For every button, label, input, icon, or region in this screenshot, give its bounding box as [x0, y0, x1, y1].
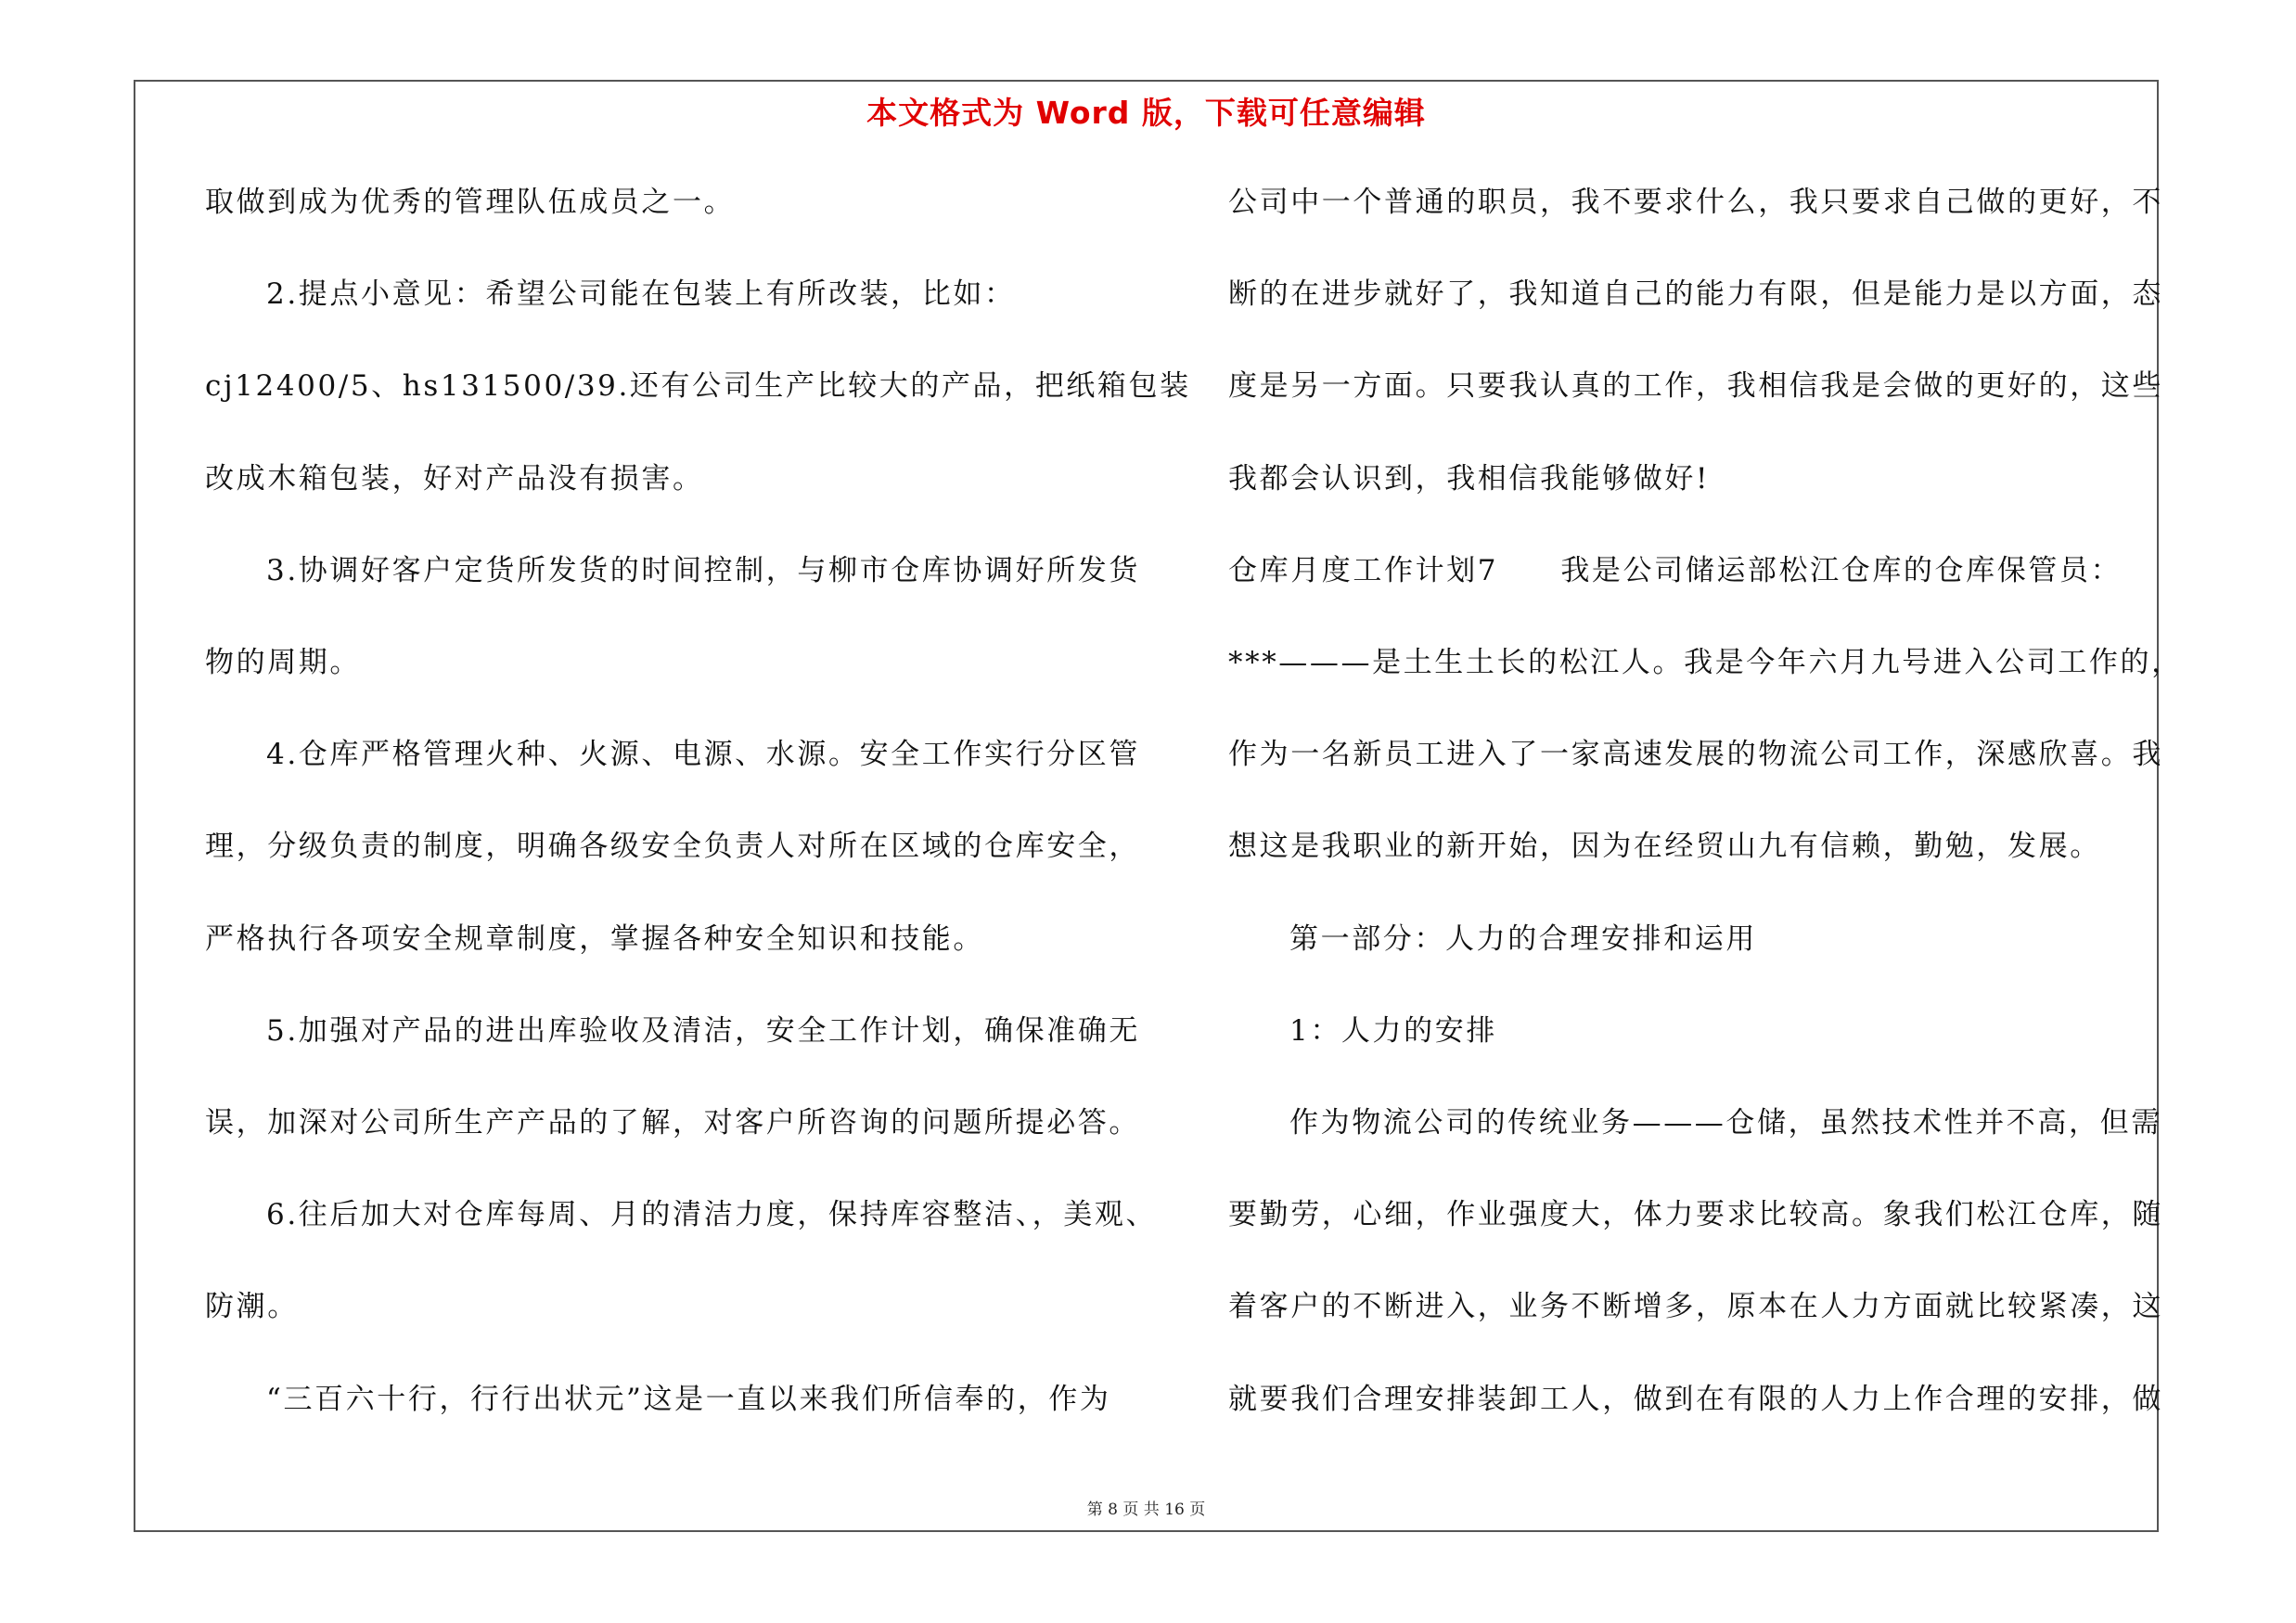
text-line: 作为物流公司的传统业务———仓储，虽然技术性并不高，但需	[1289, 1106, 2162, 1140]
text-line: 1：人力的安排	[1289, 1013, 1497, 1048]
text-line: 物的周期。	[205, 646, 361, 679]
text-line: 公司中一个普通的职员，我不要求什么，我只要求自己做的更好，不	[1228, 186, 2163, 219]
text-line: 断的在进步就好了，我知道自己的能力有限，但是能力是以方面，态	[1228, 277, 2163, 312]
document-page	[134, 80, 2183, 1532]
text-line: “三百六十行，行行出状元”这是一直以来我们所信奉的，作为	[266, 1382, 1111, 1416]
text-line: 我都会认识到，我相信我能够做好!	[1228, 461, 1711, 496]
text-line: 取做到成为优秀的管理队伍成员之一。	[205, 186, 736, 219]
text-line: 3.协调好客户定货所发货的时间控制，与柳市仓库协调好所发货	[266, 553, 1140, 587]
text-line: cj12400/5、hs131500/39.还有公司生产比较大的产品，把纸箱包装	[205, 369, 1191, 404]
text-line: 6.往后加大对仓库每周、月的清洁力度，保持库容整洁、，美观、	[266, 1198, 1158, 1232]
text-line: 严格执行各项安全规章制度，掌握各种安全知识和技能。	[205, 921, 984, 956]
text-line: 着客户的不断进入，业务不断增多，原本在人力方面就比较紧凑，这	[1228, 1290, 2163, 1324]
text-line: ***———是土生土长的松江人。我是今年六月九号进入公司工作的，	[1228, 646, 2183, 679]
text-line: 想这是我职业的新开始，因为在经贸山九有信赖，勤勉，发展。	[1228, 830, 2101, 864]
text-line: 5.加强对产品的进出库验收及清洁，安全工作计划，确保准确无	[266, 1013, 1140, 1048]
text-line: 仓库月度工作计划7 我是公司储运部松江仓库的仓库保管员：	[1228, 553, 2123, 587]
text-line: 理，分级负责的制度，明确各级安全负责人对所在区域的仓库安全，	[205, 830, 1140, 864]
text-line: 4.仓库严格管理火种、火源、电源、水源。安全工作实行分区管	[266, 738, 1140, 772]
text-line: 2.提点小意见：希望公司能在包装上有所改装，比如：	[266, 277, 1016, 312]
text-line: 就要我们合理安排装卸工人，做到在有限的人力上作合理的安排，做	[1228, 1382, 2163, 1416]
text-line: 第一部分：人力的合理安排和运用	[1289, 921, 1757, 956]
text-line: 度是另一方面。只要我认真的工作，我相信我是会做的更好的，这些	[1228, 369, 2163, 404]
text-line: 误，加深对公司所生产产品的了解，对客户所咨询的问题所提必答。	[205, 1106, 1140, 1140]
page-header-title: 本文格式为 Word 版，下载可任意编辑	[866, 95, 1426, 131]
text-line: 防潮。	[205, 1290, 299, 1324]
text-line: 改成木箱包装，好对产品没有损害。	[205, 461, 704, 496]
text-line: 作为一名新员工进入了一家高速发展的物流公司工作，深感欣喜。我	[1228, 738, 2163, 772]
text-line: 要勤劳，心细，作业强度大，体力要求比较高。象我们松江仓库，随	[1228, 1198, 2163, 1232]
page-number-footer: 第 8 页 共 16 页	[1086, 1501, 1206, 1519]
